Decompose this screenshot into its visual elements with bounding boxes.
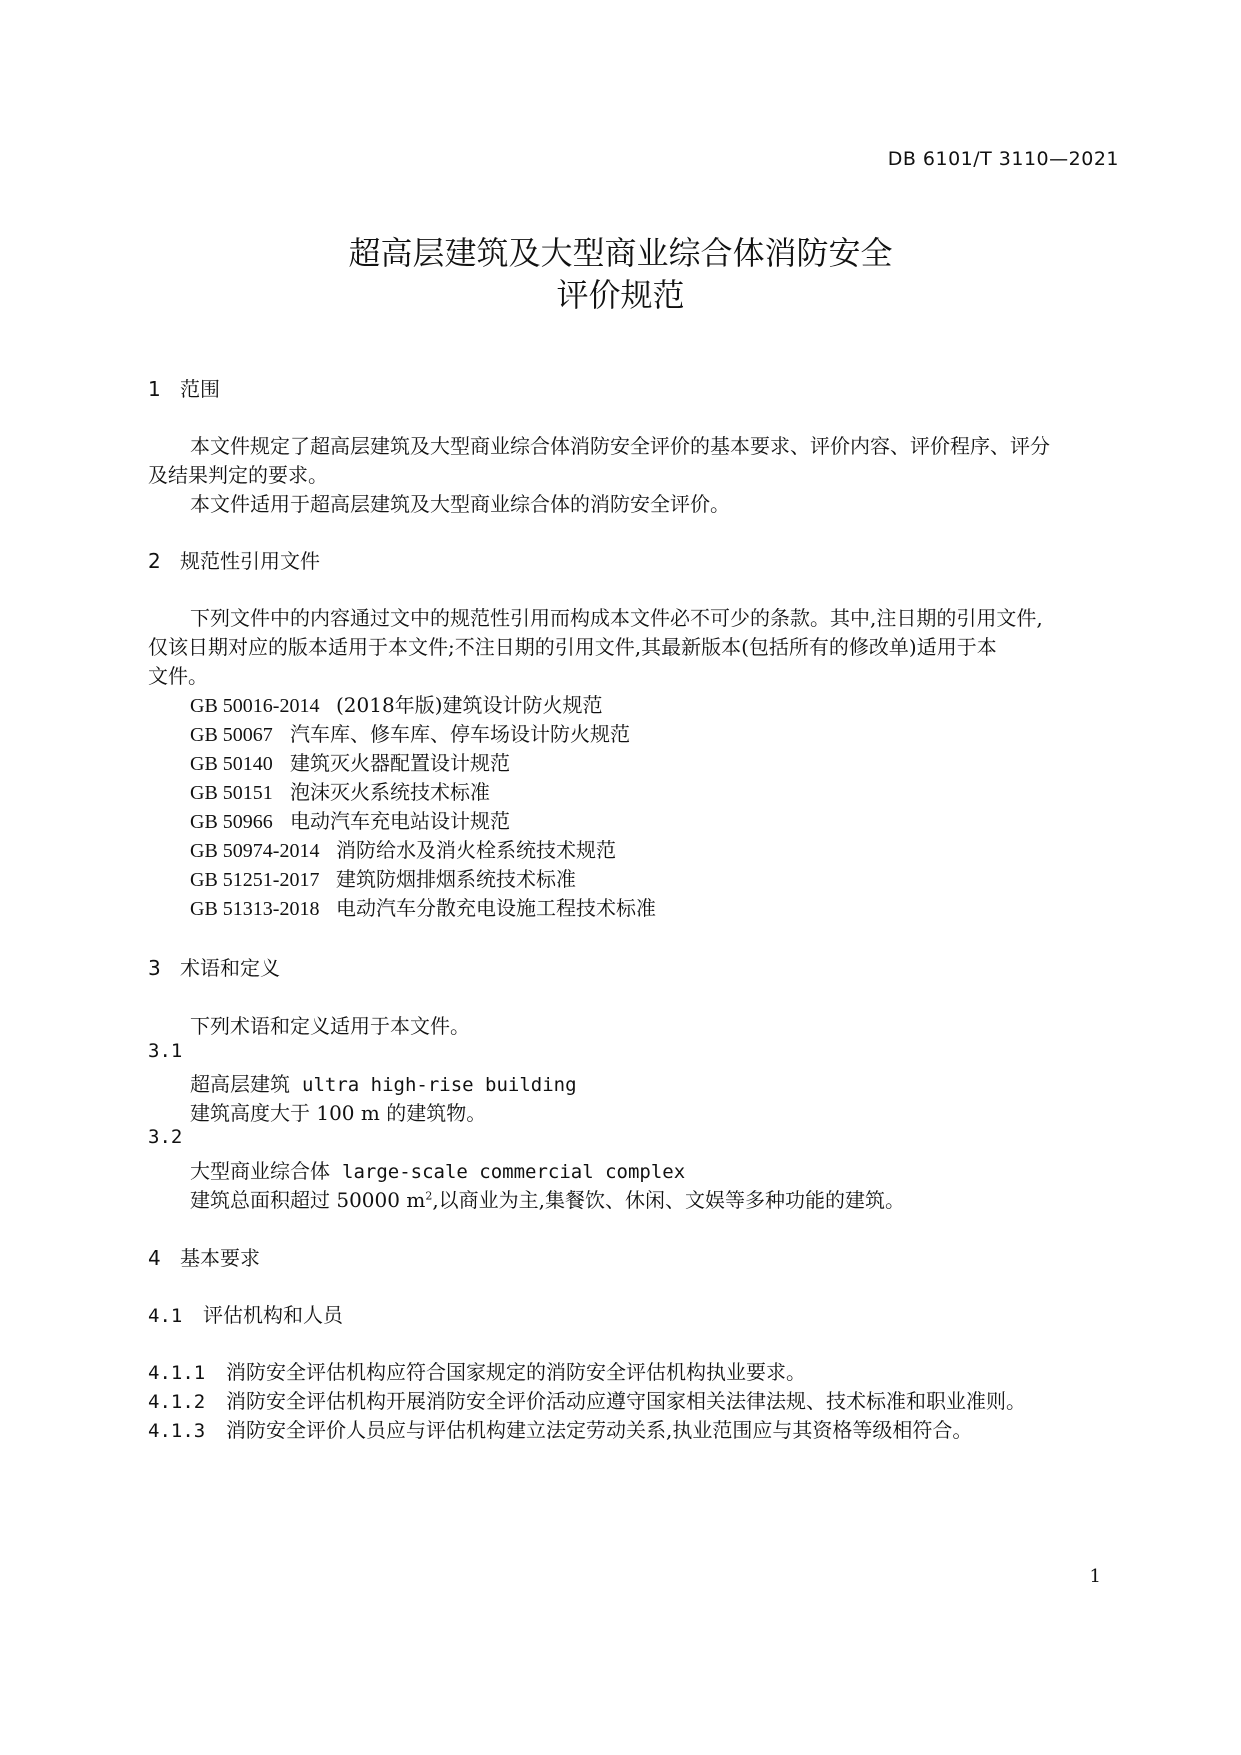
clause-item [148, 1385, 1026, 1414]
term-number: 3.2 [148, 1126, 183, 1148]
subsection-4-1-heading [148, 1299, 343, 1328]
paragraph: 及结果判定的要求。 [148, 463, 328, 487]
reference-item [190, 689, 603, 718]
section-number: 1 [148, 377, 161, 401]
reference-name: 泡沫灭火系统技术标准 [290, 780, 490, 804]
reference-name: 建筑防烟排烟系统技术标准 [336, 867, 576, 891]
section-title: 术语和定义 [180, 956, 280, 980]
term-english: ultra high-rise building [302, 1074, 577, 1096]
reference-code: GB 50974-2014 [190, 840, 320, 862]
clause-text: 消防安全评价人员应与评估机构建立法定劳动关系,执业范围应与其资格等级相符合。 [226, 1418, 973, 1442]
section-number: 2 [148, 549, 161, 573]
paragraph: 下列文件中的内容通过文中的规范性引用而构成本文件必不可少的条款。其中,注日期的引用文件, [190, 606, 1043, 630]
reference-code: GB 50140 [190, 753, 273, 775]
clause-number: 4.1.3 [148, 1420, 206, 1442]
term-english: large-scale commercial complex [342, 1161, 686, 1183]
reference-item [190, 776, 490, 805]
reference-code: GB 51313-2018 [190, 898, 320, 920]
section-title: 范围 [180, 377, 220, 401]
reference-code: GB 50067 [190, 724, 273, 746]
reference-name: 消防给水及消火栓系统技术规范 [336, 838, 616, 862]
section-4-heading [148, 1242, 260, 1271]
clause-number: 4.1.2 [148, 1391, 206, 1413]
reference-name: 汽车库、修车库、停车场设计防火规范 [290, 722, 630, 746]
section-title: 规范性引用文件 [180, 549, 320, 573]
term-definition: 建筑高度大于 100 m 的建筑物。 [190, 1101, 487, 1125]
document-title-line2: 评价规范 [556, 276, 685, 314]
clause-text: 消防安全评估机构开展消防安全评价活动应遵守国家相关法律法规、技术标准和职业准则。 [226, 1389, 1026, 1413]
section-number: 4 [148, 1246, 161, 1270]
definition-text: 建筑总面积超过 50000 m [190, 1188, 426, 1212]
term-definition [190, 1184, 905, 1213]
term-heading [190, 1155, 685, 1184]
definition-text: ,以商业为主,集餐饮、休闲、文娱等多种功能的建筑。 [432, 1188, 906, 1212]
document-title-line1: 超高层建筑及大型商业综合体消防安全 [348, 234, 893, 272]
clause-number: 4.1.1 [148, 1362, 206, 1384]
reference-item [190, 718, 630, 747]
reference-item [190, 805, 510, 834]
term-heading [190, 1068, 577, 1097]
paragraph: 文件。 [148, 664, 208, 688]
reference-item [190, 892, 656, 921]
subsection-title: 评估机构和人员 [203, 1303, 343, 1327]
reference-code: GB 50016-2014 [190, 695, 320, 717]
term-chinese: 大型商业综合体 [190, 1159, 330, 1183]
section-1-heading [148, 373, 220, 402]
reference-name: 电动汽车充电站设计规范 [290, 809, 510, 833]
subsection-number: 4.1 [148, 1305, 183, 1327]
section-3-heading [148, 952, 280, 981]
document-code: DB 6101/T 3110—2021 [887, 148, 1119, 170]
section-2-heading [148, 545, 320, 574]
superscript: 2 [425, 1189, 433, 1203]
paragraph: 仅该日期对应的版本适用于本文件;不注日期的引用文件,其最新版本(包括所有的修改单)适用于本 [148, 635, 997, 659]
reference-code: GB 51251-2017 [190, 869, 320, 891]
reference-name: 电动汽车分散充电设施工程技术标准 [336, 896, 656, 920]
clause-text: 消防安全评估机构应符合国家规定的消防安全评估机构执业要求。 [226, 1360, 806, 1384]
reference-name: (2018年版)建筑设计防火规范 [336, 693, 603, 717]
paragraph: 下列术语和定义适用于本文件。 [190, 1014, 470, 1038]
term-chinese: 超高层建筑 [190, 1072, 290, 1096]
reference-item [190, 863, 576, 892]
reference-item [190, 834, 616, 863]
reference-code: GB 50151 [190, 782, 273, 804]
paragraph: 本文件适用于超高层建筑及大型商业综合体的消防安全评价。 [190, 492, 730, 516]
reference-code: GB 50966 [190, 811, 273, 833]
clause-item [148, 1356, 806, 1385]
clause-item [148, 1414, 972, 1443]
page-number: 1 [1089, 1566, 1101, 1587]
term-number: 3.1 [148, 1040, 183, 1062]
paragraph: 本文件规定了超高层建筑及大型商业综合体消防安全评价的基本要求、评价内容、评价程序、评分 [190, 434, 1050, 458]
section-number: 3 [148, 956, 161, 980]
reference-name: 建筑灭火器配置设计规范 [290, 751, 510, 775]
section-title: 基本要求 [180, 1246, 260, 1270]
reference-item [190, 747, 510, 776]
